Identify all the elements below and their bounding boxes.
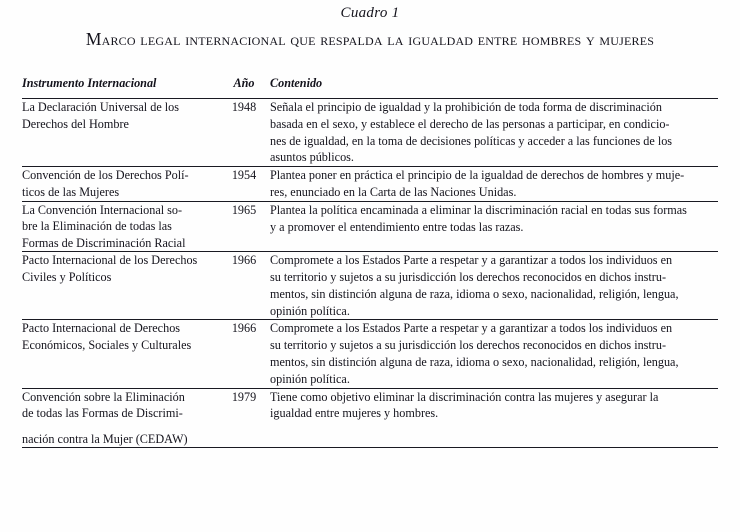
content-line: mentos, sin distinción alguna de raza, idioma o sexo, nacionalidad, religión, lengua, [270, 286, 679, 301]
content-line: Señala el principio de igualdad y la prohibición de toda forma de discriminación [270, 100, 662, 114]
cell-content [270, 99, 718, 167]
instrument-line: La Declaración Universal de los [22, 100, 180, 114]
instrument-line: Civiles y Políticos [22, 269, 112, 284]
instrument-line: Derechos del Hombre [22, 116, 129, 131]
content-line: Plantea poner en práctica el principio de la igualdad de derechos de hombres y muje- [270, 168, 685, 183]
legal-framework-table [22, 72, 718, 448]
instrument-line: Formas de Discriminación Racial [22, 235, 186, 250]
table-row [22, 99, 718, 167]
content-line: res, enunciado en la Carta de las Naciones Unidas. [270, 184, 517, 199]
instrument-line: nación contra la Mujer (CEDAW) [22, 431, 188, 446]
cell-year: 1979 [218, 388, 270, 448]
document-page [0, 4, 740, 532]
instrument-line: Económicos, Sociales y Culturales [22, 337, 192, 352]
content-line: opinión política. [270, 303, 350, 318]
content-line: basada en el sexo, y establece el derecho de las personas a participar, en condicio- [270, 116, 670, 131]
cell-content [270, 167, 718, 202]
column-header-content: Contenido [270, 72, 718, 99]
cell-year: 1948 [218, 99, 270, 167]
cell-year: 1966 [218, 252, 270, 320]
cell-instrument [22, 252, 218, 320]
cell-content [270, 201, 718, 252]
table-row [22, 201, 718, 252]
table-row [22, 388, 718, 448]
column-header-year: Año [218, 72, 270, 99]
instrument-line: Pacto Internacional de los Derechos [22, 253, 198, 268]
cell-year: 1954 [218, 167, 270, 202]
cell-year: 1965 [218, 201, 270, 252]
instrument-line: Convención sobre la Eliminación [22, 389, 185, 404]
cell-instrument [22, 201, 218, 252]
instrument-line: bre la Eliminación de todas las [22, 219, 172, 234]
cell-content [270, 252, 718, 320]
legal-framework-table-container [22, 72, 718, 448]
content-line: su territorio y sujetos a su jurisdicción los derechos reconocidos en dichos instru- [270, 338, 667, 353]
content-line: y a promover el entendimiento entre todas las razas. [270, 219, 524, 234]
cell-instrument [22, 167, 218, 202]
table-body [22, 99, 718, 448]
table-header [22, 72, 718, 99]
cell-content [270, 388, 718, 448]
content-line: asuntos públicos. [270, 150, 354, 165]
content-line: Compromete a los Estados Parte a respetar y a garantizar a todos los individuos en [270, 253, 673, 268]
cell-instrument [22, 388, 218, 448]
instrument-line: Convención de los Derechos Polí- [22, 168, 189, 183]
cell-year: 1966 [218, 320, 270, 388]
content-line: igualdad entre mujeres y hombres. [270, 406, 439, 421]
table-row [22, 167, 718, 202]
instrument-line: La Convención Internacional so- [22, 202, 183, 217]
instrument-line: de todas las Formas de Discrimi- [22, 406, 183, 421]
table-caption-title: Marco legal internacional que respalda la igualdad entre hombres y mujeres [85, 29, 655, 49]
cell-instrument [22, 320, 218, 388]
content-line: nes de igualdad, en la toma de decisiones políticas y acceder a las funciones de los [270, 133, 673, 148]
content-line: Tiene como objetivo eliminar la discriminación contra las mujeres y asegurar la [270, 389, 659, 404]
cell-instrument [22, 99, 218, 167]
content-line: opinión política. [270, 371, 350, 386]
instrument-line: ticos de las Mujeres [22, 184, 120, 199]
content-line: Plantea la política encaminada a eliminar la discriminación racial en todas sus formas [270, 202, 687, 217]
column-header-instrument: Instrumento Internacional [22, 72, 218, 99]
content-line: Compromete a los Estados Parte a respetar y a garantizar a todos los individuos en [270, 321, 673, 336]
instrument-line: Pacto Internacional de Derechos [22, 321, 181, 336]
table-row [22, 252, 718, 320]
table-header-row [22, 72, 718, 99]
table-caption-number: Cuadro 1 [340, 5, 400, 21]
content-line: mentos, sin distinción alguna de raza, idioma o sexo, nacionalidad, religión, lengua, [270, 355, 679, 370]
content-line: su territorio y sujetos a su jurisdicción los derechos reconocidos en dichos instru- [270, 270, 667, 285]
table-row [22, 320, 718, 388]
cell-content [270, 320, 718, 388]
